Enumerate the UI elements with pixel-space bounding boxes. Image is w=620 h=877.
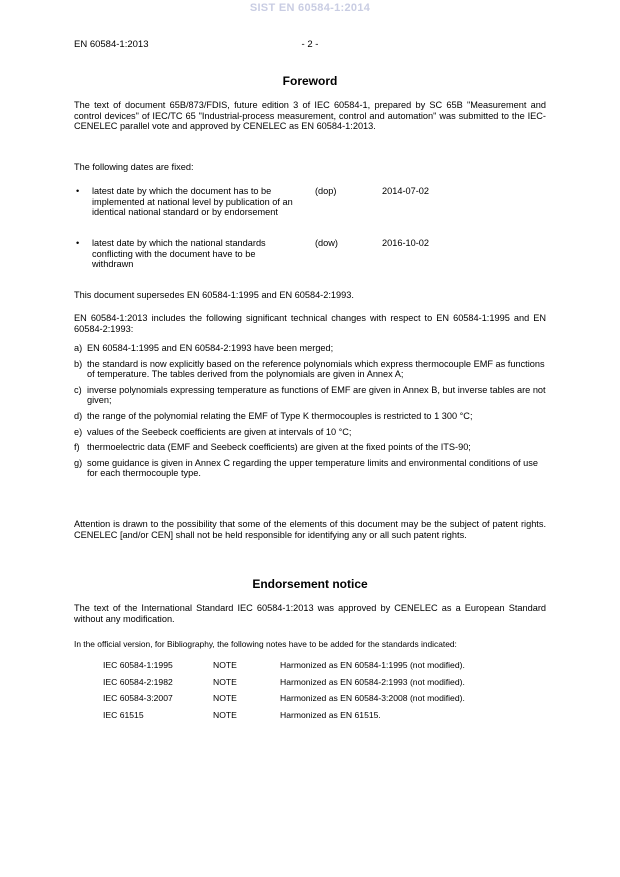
dates-intro: The following dates are fixed: <box>74 162 194 172</box>
list-label: g) <box>74 457 83 468</box>
list-item <box>74 427 546 438</box>
list-text: the standard is now explicitly based on the reference polynomials which express thermocouple EMF as functions of temperature. The tables derived from the polynomials are given in Annex A; <box>87 358 545 380</box>
header-doc-id: EN 60584-1:2013 <box>74 39 149 50</box>
list-label: f) <box>74 442 80 453</box>
foreword-title: Foreword <box>282 74 338 88</box>
patent-attention: Attention is drawn to the possibility that some of the elements of this document may be the subject of patent rights. CENELEC [and/or CEN] shall not be held responsible for identifying any or all such patent rights. <box>74 519 546 540</box>
watermark: SIST EN 60584-1:2014 <box>249 2 371 14</box>
changes-list <box>74 343 546 484</box>
date-row-dop <box>74 186 546 238</box>
note-standard: IEC 60584-1:1995 <box>103 660 173 670</box>
note-label: NOTE <box>213 709 237 720</box>
note-text: Harmonized as EN 60584-2:1993 (not modified). <box>280 676 465 687</box>
note-text: Harmonized as EN 60584-3:2008 (not modified). <box>280 693 465 703</box>
note-label: NOTE <box>213 693 237 703</box>
list-text: inverse polynomials expressing temperature as functions of EMF are given in Annex B, but inverse tables are not given; <box>87 384 546 406</box>
date-row-dow <box>74 238 546 278</box>
list-label: a) <box>74 343 83 353</box>
notes-intro: In the official version, for Bibliography, the following notes have to be added for the standards indicated: <box>74 639 457 649</box>
note-text: Harmonized as EN 61515. <box>280 709 381 720</box>
endorsement-text: The text of the International Standard IEC 60584-1:2013 was approved by CENELEC as a European Standard without any modification. <box>74 603 546 624</box>
date-code: (dow) <box>315 238 338 248</box>
note-label: NOTE <box>213 676 237 687</box>
list-text: some guidance is given in Annex C regarding the upper temperature limits and environmental conditions of use for each thermocouple type. <box>87 457 538 479</box>
list-label: e) <box>74 426 83 437</box>
list-text: values of the Seebeck coefficients are given at intervals of 10 °C; <box>87 426 352 437</box>
note-standard: IEC 60584-3:2007 <box>103 693 173 703</box>
page-number: - 2 - <box>301 39 319 50</box>
list-label: c) <box>74 384 82 395</box>
list-text: the range of the polynomial relating the EMF of Type K thermocouples is restricted to 1 300 °C; <box>87 410 473 421</box>
list-label: d) <box>74 410 83 421</box>
note-standard: IEC 61515 <box>103 709 144 720</box>
endorsement-title: Endorsement notice <box>252 577 368 591</box>
list-item <box>74 458 546 479</box>
list-item <box>74 343 546 354</box>
supersedes-text: This document supersedes EN 60584-1:1995 and EN 60584-2:1993. <box>74 290 354 300</box>
note-text: Harmonized as EN 60584-1:1995 (not modified). <box>280 660 465 670</box>
list-item <box>74 359 546 380</box>
bullet: • <box>76 186 80 196</box>
date-value: 2014-07-02 <box>382 186 429 196</box>
date-description: latest date by which the document has to be implemented at national level by publication of an identical national standard or by endorsement <box>92 186 293 218</box>
note-label: NOTE <box>213 660 237 670</box>
list-item <box>74 385 546 406</box>
note-standard: IEC 60584-2:1982 <box>103 676 173 687</box>
list-text: EN 60584-1:1995 and EN 60584-2:1993 have been merged; <box>87 343 334 353</box>
foreword-intro: The text of document 65B/873/FDIS, future edition 3 of IEC 60584-1, prepared by SC 65B "Measurement and control devices" of IEC/TC 65 "Industrial-process measurement, control and automation" was submitted to the IEC-CENELEC parallel vote and approved by CENELEC as EN 60584-1:2013. <box>74 100 546 132</box>
date-code: (dop) <box>315 186 337 196</box>
list-item <box>74 442 546 453</box>
list-label: b) <box>74 358 83 369</box>
date-description: latest date by which the national standards conflicting with the document have to be withdrawn <box>92 238 266 270</box>
dates-list <box>74 186 546 278</box>
list-item <box>74 411 546 422</box>
bullet: • <box>76 238 80 248</box>
changes-intro: EN 60584-1:2013 includes the following significant technical changes with respect to EN 60584-1:1995 and EN 60584-2:1993: <box>74 313 546 334</box>
list-text: thermoelectric data (EMF and Seebeck coefficients) are given at the fixed points of the ITS-90; <box>87 442 471 453</box>
date-value: 2016-10-02 <box>382 238 429 248</box>
